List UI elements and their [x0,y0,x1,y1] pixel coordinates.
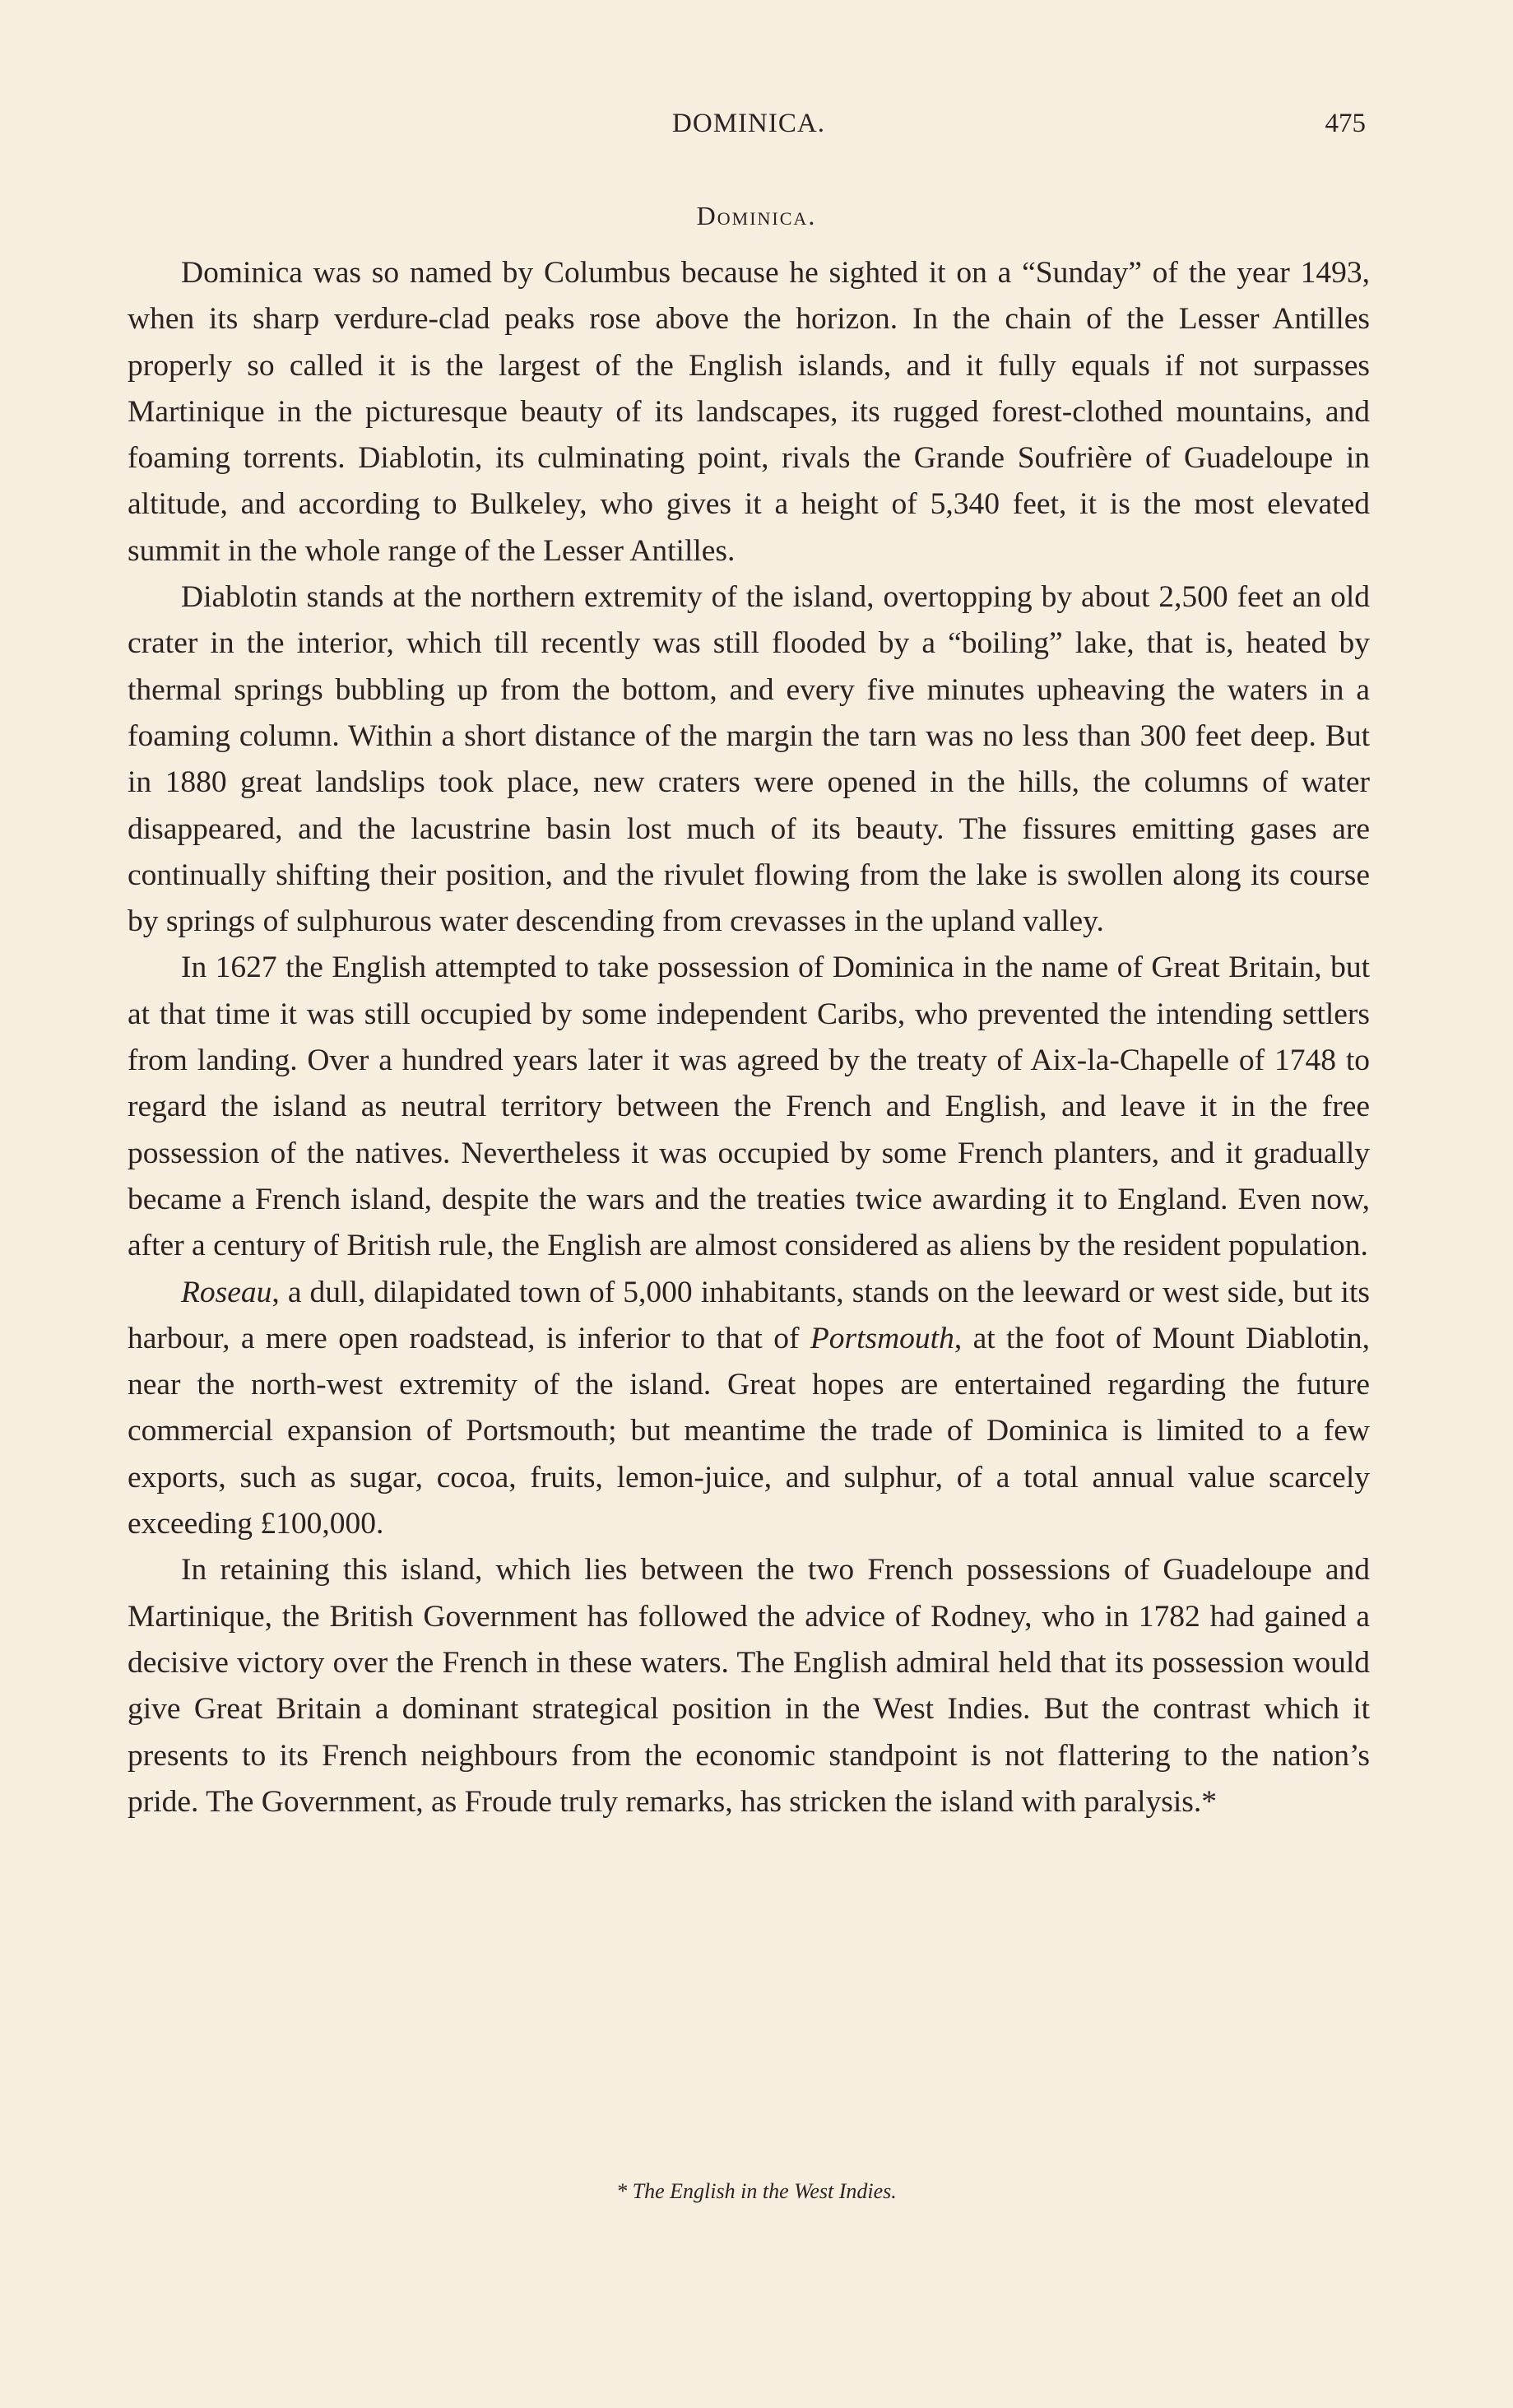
running-head [123,109,1374,150]
paragraph-government: In retaining this island, which lies between the two French possessions of Guadeloupe and Martinique, the British Government has followed the advice of Rodney, who in 1782 had gained a decisive victory over the French in these waters. The English admiral held that its possession would give Great Britain a dominant strategical position in the West Indies. But the contrast which it presents to its French neighbours from the economic standpoint is not flattering to the nation’s pride. The Government, as Froude truly remarks, has stricken the island with paralysis.* [128,1553,1370,1819]
paragraph-naming: Dominica was so named by Columbus because he sighted it on a “Sunday” of the year 1493, when its sharp verdure-clad peaks rose above the horizon. In the chain of the Lesser Antilles properly so called it is the largest of the English islands, and it fully equals if not surpasses Martinique in the picturesque beauty of its landscapes, its rugged forest-clothed mountains, and foaming torrents. Diablotin, its culminating point, rivals the Grande Soufrière of Guadeloupe in altitude, and according to Bulkeley, who gives it a height of 5,340 feet, it is the most elevated summit in the whole range of the Lesser Antilles. [128,256,1370,568]
paragraph-towns-text-b: , at the foot of Mount Diablotin, near the north-west extremity of the island. Great hopes are entertained regarding the future commercial expansion of Portsmouth; but meantime the trade of Dominica is limited to a few exports, such as sugar, cocoa, fruits, lemon-juice, and sulphur, of a total annual value scarcely exceeding £100,000. [128,1321,1370,1541]
section-heading: Dominica. [696,201,817,230]
paragraph-towns-text-a: , a dull, dilapidated town of 5,000 inhabitants, stands on the leeward or west side, but its harbour, a mere open roadstead, is inferior to that of [128,1275,1370,1355]
place-name-roseau: Roseau [181,1275,272,1309]
running-title: DOMINICA. [672,109,825,138]
paragraph-towns [128,1270,1370,1548]
place-name-portsmouth: Portsmouth [810,1321,954,1355]
page-number: 475 [1325,109,1366,138]
paragraph-diablotin: Diablotin stands at the northern extremity of the island, overtopping by about 2,500 feet an old crater in the interior, which till recently was still flooded by a “boiling” lake, that is, heated by thermal springs bubbling up from the bottom, and every five minutes upheaving the waters in a foaming column. Within a short distance of the margin the tarn was no less than 300 feet deep. But in 1880 great landslips took place, new craters were opened in the hills, the columns of water disappeared, and the lacustrine basin lost much of its beauty. The fissures emitting gases are continually shifting their position, and the rivulet flowing from the lake is swollen along its course by springs of sulphurous water descending from crevasses in the upland valley. [128,580,1370,939]
body-text [128,250,1370,1825]
paragraph-history: In 1627 the English attempted to take possession of Dominica in the name of Great Britain, but at that time it was still occupied by some independent Caribs, who prevented the intending settlers from landing. Over a hundred years later it was agreed by the treaty of Aix-la-Chapelle of 1748 to regard the island as neutral territory between the French and English, and leave it in the free possession of the natives. Nevertheless it was occupied by some French planters, and it gradually became a French island, despite the wars and the treaties twice awarding it to England. Even now, after a century of British rule, the English are almost considered as aliens by the resident population. [128,951,1370,1263]
footnote: * The English in the West Indies. [616,2179,897,2203]
